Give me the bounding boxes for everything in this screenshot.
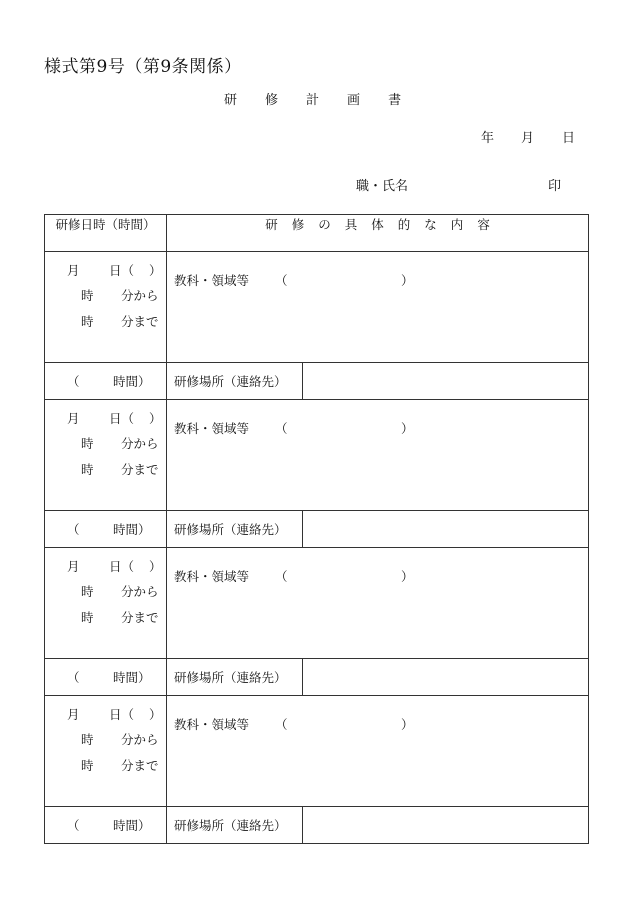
subject-label: 教科・領域等	[174, 273, 250, 288]
start-minute-label: 分から	[121, 732, 159, 747]
month-label: 月	[67, 411, 80, 426]
hours-label: 時間）	[113, 670, 151, 685]
hours-cell[interactable]	[45, 659, 167, 696]
end-hour-label: 時	[81, 758, 94, 773]
header-datetime: 研修日時（時間）	[45, 215, 167, 252]
hours-cell[interactable]	[45, 363, 167, 400]
weekday-close: ）	[149, 263, 162, 278]
place-value-field[interactable]	[303, 807, 589, 844]
subject-close-paren: ）	[401, 569, 414, 584]
header-char: な	[424, 217, 437, 232]
subject-open-paren: （	[275, 717, 288, 732]
subject-close-paren: ）	[401, 421, 414, 436]
content-cell[interactable]	[167, 400, 589, 511]
end-hour-label: 時	[81, 462, 94, 477]
weekday-close: ）	[149, 707, 162, 722]
place-label: 研修場所（連絡先）	[167, 807, 303, 844]
entry-place-row	[45, 659, 589, 696]
document-title	[224, 89, 429, 108]
entry-place-row	[45, 363, 589, 400]
end-minute-label: 分まで	[121, 462, 159, 477]
hours-cell[interactable]	[45, 511, 167, 548]
content-cell[interactable]	[167, 252, 589, 363]
datetime-cell[interactable]	[45, 252, 167, 363]
seal-label: 印	[548, 179, 562, 194]
date-month-label: 月	[521, 131, 535, 146]
entry-main-row	[45, 696, 589, 807]
start-minute-label: 分から	[121, 584, 159, 599]
start-hour-label: 時	[81, 436, 94, 451]
start-minute-label: 分から	[121, 436, 159, 451]
content-cell[interactable]	[167, 696, 589, 807]
month-label: 月	[67, 263, 80, 278]
header-char: 内	[450, 217, 464, 232]
header-char: 研	[265, 217, 278, 232]
hours-label: 時間）	[113, 818, 151, 833]
place-label: 研修場所（連絡先）	[167, 659, 303, 696]
month-label: 月	[67, 707, 80, 722]
form-number: 様式第9号（第9条関係）	[44, 57, 242, 77]
datetime-cell[interactable]	[45, 696, 167, 807]
weekday-close: ）	[149, 559, 162, 574]
title-char: 修	[265, 93, 280, 108]
place-label: 研修場所（連絡先）	[167, 511, 303, 548]
day-label: 日（	[109, 559, 135, 574]
subject-close-paren: ）	[401, 273, 414, 288]
start-hour-label: 時	[81, 288, 94, 303]
title-char: 書	[388, 93, 403, 108]
training-plan-table	[44, 214, 589, 844]
subject-close-paren: ）	[401, 717, 414, 732]
subject-label: 教科・領域等	[174, 421, 250, 436]
place-value-field[interactable]	[303, 511, 589, 548]
entry-main-row	[45, 548, 589, 659]
start-hour-label: 時	[81, 732, 94, 747]
end-hour-label: 時	[81, 314, 94, 329]
title-char: 画	[347, 93, 362, 108]
hours-open-paren: （	[67, 818, 80, 833]
datetime-cell[interactable]	[45, 400, 167, 511]
hours-open-paren: （	[67, 522, 80, 537]
place-label: 研修場所（連絡先）	[167, 363, 303, 400]
hours-open-paren: （	[67, 670, 80, 685]
datetime-cell[interactable]	[45, 548, 167, 659]
entry-main-row	[45, 252, 589, 363]
day-label: 日（	[109, 411, 135, 426]
end-hour-label: 時	[81, 610, 94, 625]
title-char: 研	[224, 93, 239, 108]
hours-cell[interactable]	[45, 807, 167, 844]
entry-main-row	[45, 400, 589, 511]
header-char: 体	[371, 217, 384, 232]
subject-label: 教科・領域等	[174, 569, 250, 584]
title-char: 計	[306, 93, 321, 108]
start-minute-label: 分から	[121, 288, 159, 303]
end-minute-label: 分まで	[121, 314, 159, 329]
hours-label: 時間）	[113, 374, 151, 389]
hours-open-paren: （	[67, 374, 80, 389]
start-hour-label: 時	[81, 584, 94, 599]
month-label: 月	[67, 559, 80, 574]
table-header-row	[45, 215, 589, 252]
place-value-field[interactable]	[303, 363, 589, 400]
date-day-label: 日	[562, 131, 576, 146]
subject-open-paren: （	[275, 421, 288, 436]
day-label: 日（	[109, 263, 135, 278]
weekday-close: ）	[149, 411, 162, 426]
day-label: 日（	[109, 707, 135, 722]
header-char: 的	[397, 217, 411, 232]
entry-place-row	[45, 511, 589, 548]
end-minute-label: 分まで	[121, 758, 159, 773]
entry-place-row	[45, 807, 589, 844]
header-char: 修	[291, 217, 305, 232]
subject-label: 教科・領域等	[174, 717, 250, 732]
header-char: 容	[477, 217, 490, 232]
header-char: 具	[344, 217, 358, 232]
date-year-label: 年	[481, 131, 495, 146]
end-minute-label: 分まで	[121, 610, 159, 625]
name-label: 職・氏名	[356, 179, 409, 194]
subject-open-paren: （	[275, 569, 288, 584]
header-char: の	[318, 217, 331, 232]
content-cell[interactable]	[167, 548, 589, 659]
header-content	[167, 215, 589, 252]
hours-label: 時間）	[113, 522, 151, 537]
subject-open-paren: （	[275, 273, 288, 288]
place-value-field[interactable]	[303, 659, 589, 696]
